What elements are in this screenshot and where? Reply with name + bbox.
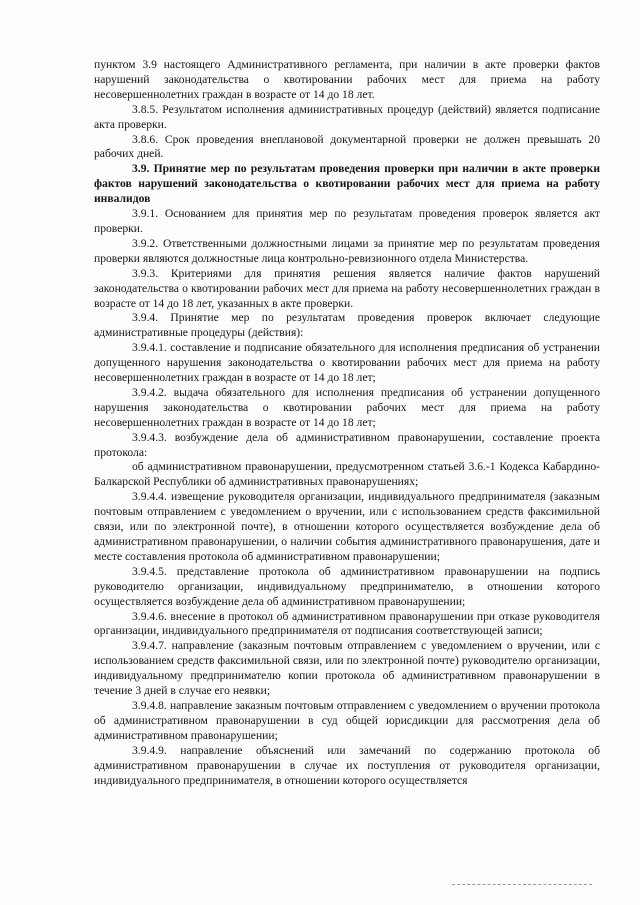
paragraph-3-9-3: 3.9.3. Критериями для принятия решения является наличие фактов нарушений законодательства о квотировании рабочих мест для приема на работу несовершеннолетних граждан в возрасте от 14 до 18 лет, указанных в акте проверки. (94, 266, 600, 310)
bottom-divider (452, 884, 592, 885)
paragraph-3-9-4-3-continued: об административном правонарушении, предусмотренном статьей 3.6.-1 Кодекса Кабардино-Балкарской Республики об административных правонарушениях; (94, 460, 600, 489)
paragraph-3-9-4: 3.9.4. Принятие мер по результатам проведения проверок включает следующие административные процедуры (действия): (94, 311, 600, 340)
paragraph-3-9-4-2: 3.9.4.2. выдача обязательного для исполнения предписания об устранении допущенного нарушения законодательства о квотировании рабочих мест для приема на работу несовершеннолетних граждан в возрасте от 14 до 18 лет; (94, 385, 600, 429)
paragraph-3-9-2: 3.9.2. Ответственными должностными лицами за принятие мер по результатам проведения проверки являются должностные лица контрольно-ревизионного отдела Министерства. (94, 236, 600, 265)
paragraph-3-8-6: 3.8.6. Срок проведения внеплановой документарной проверки не должен превышать 20 рабочих дней. (94, 132, 600, 161)
paragraph-3-9-4-4: 3.9.4.4. извещение руководителя организации, индивидуального предпринимателя (заказным почтовым отправлением с уведомлением о вручении, или с использованием средств факсимильной связи, или по электронной почте), в отношении которого осуществляется возбуждение дела об административном правонарушении, о наличии события административного правонарушения, дате и месте составления протокола об административном правонарушении; (94, 490, 600, 563)
document-body (94, 58, 600, 788)
paragraph-continuation: пунктом 3.9 настоящего Административного регламента, при наличии в акте проверки фактов нарушений законодательства о квотировании рабочих мест для приема на работу несовершеннолетних граждан в возрасте от 14 до 18 лет. (94, 58, 600, 101)
paragraph-3-9-4-1: 3.9.4.1. составление и подписание обязательного для исполнения предписания об устранении допущенного нарушения законодательства о квотировании рабочих мест для приема на работу несовершеннолетних граждан в возрасте от 14 до 18 лет; (94, 341, 600, 385)
paragraph-3-9-4-7: 3.9.4.7. направление (заказным почтовым отправлением с уведомлением о вручении, или с использованием средств факсимильной связи, или по электронной почте) руководителю организации, индивидуальному предпринимателю копии протокола об административном правонарушении в течение 3 дней в случае его неявки; (94, 639, 600, 698)
paragraph-3-9-4-9: 3.9.4.9. направление объяснений или замечаний по содержанию протокола об административном правонарушении в случае их поступления от руководителя организации, индивидуального предпринимателя, в отношении которого осуществляется (94, 743, 600, 787)
paragraph-3-9-1: 3.9.1. Основанием для принятия мер по результатам проведения проверок является акт проверки. (94, 207, 600, 235)
paragraph-3-9-4-3: 3.9.4.3. возбуждение дела об административном правонарушении, составление проекта протокола: (94, 430, 600, 459)
paragraph-3-9-4-5: 3.9.4.5. представление протокола об административном правонарушении на подпись руководителю организации, индивидуальному предпринимателю, в отношении которого осуществляется возбуждение дела об административном правонарушении; (94, 564, 600, 608)
paragraph-3-8-5: 3.8.5. Результатом исполнения административных процедур (действий) является подписание акта проверки. (94, 102, 600, 131)
section-heading-3-9: 3.9. Принятие мер по результатам проведения проверки при наличии в акте проверки фактов нарушений законодательства о квотировании рабочих мест для приема на работу инвалидов (94, 162, 600, 206)
paragraph-3-9-4-8: 3.9.4.8. направление заказным почтовым отправлением с уведомлением о вручении протокола об административном правонарушении в суд общей юрисдикции для рассмотрения дела об административном правонарушении; (94, 698, 600, 742)
paragraph-3-9-4-6: 3.9.4.6. внесение в протокол об административном правонарушении при отказе руководителя организации, индивидуального предпринимателя от подписания соответствующей записи; (94, 609, 600, 638)
